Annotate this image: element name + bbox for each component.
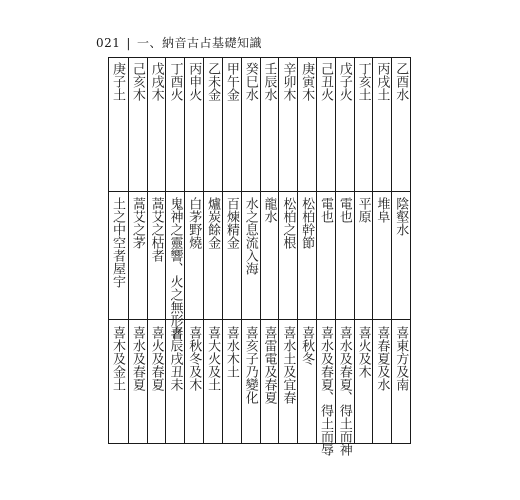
description-cell: 堆阜 — [374, 197, 390, 223]
ganzhi-cell: 丙戌土 — [374, 62, 390, 101]
description-cell: 爐炭餘金 — [205, 197, 221, 249]
description-cell: 平原 — [355, 197, 371, 223]
table-column — [165, 58, 184, 443]
table-column — [335, 58, 354, 456]
ganzhi-cell: 己丑火 — [317, 62, 333, 101]
ganzhi-cell: 乙未金 — [205, 62, 221, 101]
description-cell: 松柏之根 — [280, 197, 296, 249]
ganzhi-cell: 辛卯木 — [280, 62, 296, 101]
table-column — [297, 58, 316, 443]
preference-cell: 喜水及春夏、得土而辱 — [317, 326, 333, 456]
description-cell: 鬼神之靈響、火之無形者 — [167, 197, 183, 340]
ganzhi-cell: 庚子土 — [110, 62, 125, 101]
table-column — [354, 58, 373, 443]
ganzhi-cell: 壬辰水 — [261, 62, 277, 101]
preference-cell: 喜秋冬 — [299, 326, 315, 365]
preference-cell: 喜水及春夏、得土而神 — [336, 326, 352, 456]
ganzhi-cell: 戊戌木 — [148, 62, 164, 101]
ganzhi-cell: 甲午金 — [223, 62, 239, 101]
description-cell: 百煉精金 — [223, 197, 239, 249]
preference-cell: 喜木及金土 — [110, 326, 125, 391]
table-column — [260, 58, 279, 443]
description-cell: 蒿艾之茅 — [129, 197, 145, 249]
preference-cell: 喜春夏及水 — [374, 326, 390, 391]
ganzhi-cell: 戊子火 — [336, 62, 352, 101]
table-column — [222, 58, 241, 443]
ganzhi-cell: 乙酉水 — [393, 62, 409, 101]
table-column — [241, 58, 260, 443]
description-cell: 電也 — [336, 197, 352, 223]
table-column — [372, 58, 391, 443]
description-cell: 蒿艾之枯者 — [148, 197, 164, 262]
preference-cell: 喜火及木 — [355, 326, 371, 378]
ganzhi-cell: 癸巳水 — [242, 62, 258, 101]
table-column — [203, 58, 222, 443]
table-column — [109, 58, 128, 443]
preference-cell: 喜火及春夏 — [148, 326, 164, 391]
preference-cell: 喜水土及宜春 — [280, 326, 296, 404]
preference-cell: 喜秋冬及木 — [186, 326, 202, 391]
description-cell: 水之息流入海 — [242, 197, 258, 275]
page-header — [96, 34, 262, 51]
preference-cell: 喜水木土 — [223, 326, 239, 378]
description-cell: 白茅野燒 — [186, 197, 202, 249]
preference-cell: 喜東方及南 — [393, 326, 409, 391]
table-column — [316, 58, 335, 456]
table-column — [278, 58, 297, 443]
preference-cell: 喜大火及土 — [205, 326, 221, 391]
description-cell: 松柏幹節 — [299, 197, 315, 249]
nayin-table — [108, 57, 411, 456]
description-cell: 電也 — [317, 197, 333, 223]
ganzhi-cell: 丁亥土 — [355, 62, 371, 101]
description-cell: 陰壑水 — [393, 197, 409, 236]
page-number: 021 — [96, 36, 121, 50]
ganzhi-cell: 丙申火 — [186, 62, 202, 101]
ganzhi-cell: 庚寅木 — [299, 62, 315, 101]
table-column — [147, 58, 166, 443]
description-cell: 龍水 — [261, 197, 277, 223]
chapter-title: 一、納音古占基礎知識 — [136, 36, 262, 50]
ganzhi-cell: 己亥木 — [129, 62, 145, 101]
preference-cell: 喜亥子乃變化 — [242, 326, 258, 404]
preference-cell: 喜水及春夏 — [129, 326, 145, 391]
table-column — [128, 58, 147, 443]
table-column — [391, 58, 410, 443]
ganzhi-cell: 丁酉火 — [167, 62, 183, 101]
description-cell: 土之中空者屋宇 — [110, 197, 125, 288]
preference-cell: 喜雷電及春夏 — [261, 326, 277, 404]
table-column — [184, 58, 203, 443]
preference-cell: 喜辰戌丑未 — [167, 326, 183, 391]
header-separator: | — [126, 36, 131, 50]
